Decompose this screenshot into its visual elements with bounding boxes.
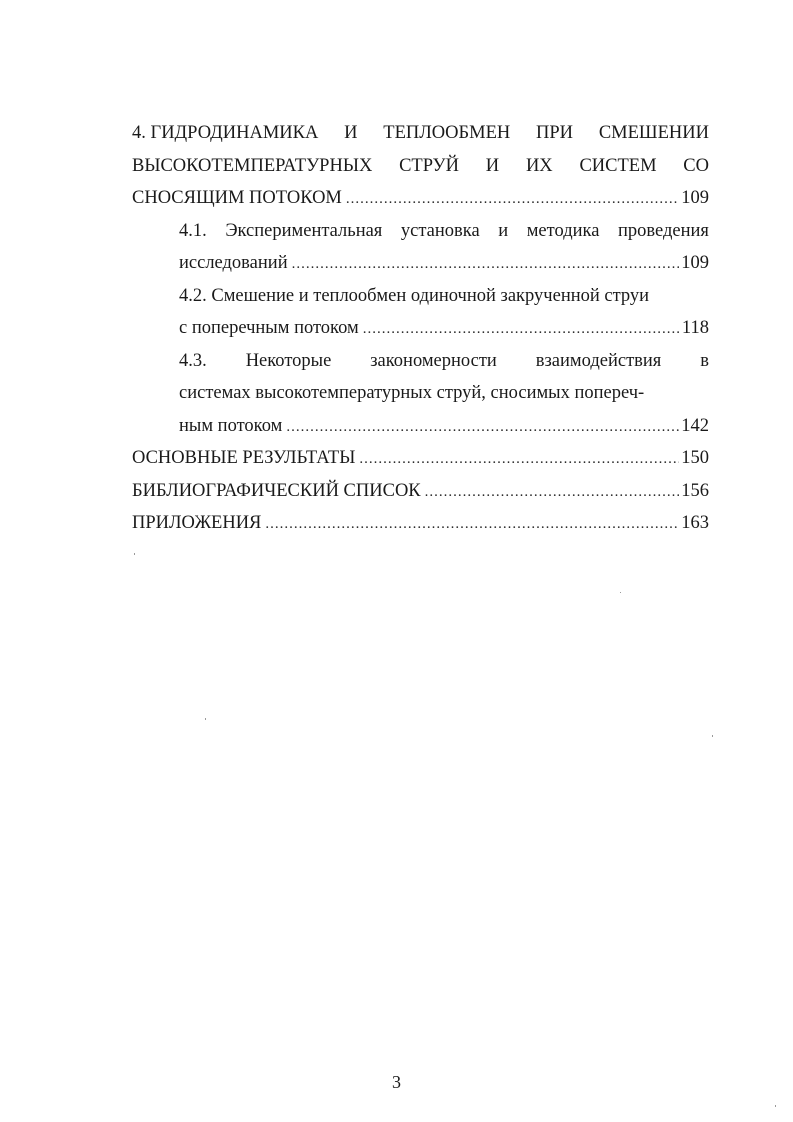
toc-entry-title: 4.2. Смешение и теплообмен одиночной закрученной струи bbox=[179, 285, 650, 306]
word: 4. ГИДРОДИНАМИКА bbox=[132, 123, 319, 143]
toc-page-number: 163 bbox=[681, 513, 709, 533]
toc-chapter-4-line-1 bbox=[132, 117, 709, 150]
toc-entry-title: БИБЛИОГРАФИЧЕСКИЙ СПИСОК bbox=[132, 480, 421, 501]
scan-speck bbox=[134, 553, 135, 555]
toc-page-number: 150 bbox=[681, 448, 709, 468]
toc-chapter-4-line-3 bbox=[132, 182, 709, 215]
toc-section-line bbox=[179, 377, 709, 410]
toc-section-line bbox=[179, 280, 709, 313]
word: ИХ bbox=[525, 155, 553, 176]
toc-page-number: 109 bbox=[681, 188, 709, 208]
table-of-contents bbox=[132, 117, 709, 540]
leader-dots bbox=[425, 476, 680, 509]
leader-dots bbox=[292, 248, 680, 281]
word: в bbox=[700, 350, 709, 371]
toc-section-line bbox=[179, 215, 709, 248]
leader-dots bbox=[346, 183, 679, 216]
toc-entry-title: ным потоком bbox=[179, 415, 283, 436]
toc-section-line bbox=[179, 247, 709, 280]
toc-section-4-1 bbox=[179, 215, 709, 280]
toc-chapter-4-line-2 bbox=[132, 150, 709, 183]
scan-speck bbox=[775, 1105, 776, 1107]
toc-entry-title: ПРИЛОЖЕНИЯ bbox=[132, 513, 262, 533]
toc-appendices bbox=[132, 507, 709, 540]
word: И bbox=[485, 155, 500, 176]
page-number: 3 bbox=[392, 1072, 401, 1092]
toc-entry-title: исследований bbox=[179, 253, 288, 273]
word: СО bbox=[683, 155, 709, 176]
toc-entry-title: системах высокотемпературных струй, сносимых попереч- bbox=[179, 383, 645, 403]
word: Некоторые bbox=[245, 350, 332, 371]
scan-speck bbox=[205, 718, 206, 720]
scan-speck bbox=[712, 735, 713, 737]
word: ПРИ bbox=[536, 123, 574, 143]
word: СМЕШЕНИИ bbox=[598, 123, 709, 143]
word: методика bbox=[526, 220, 600, 241]
scan-speck bbox=[620, 592, 621, 593]
toc-page-number: 142 bbox=[681, 415, 709, 436]
toc-page-number: 109 bbox=[681, 253, 709, 273]
word: ВЫСОКОТЕМПЕРАТУРНЫХ bbox=[132, 155, 373, 176]
word: ТЕПЛООБМЕН bbox=[383, 123, 511, 143]
word: СТРУЙ bbox=[399, 155, 460, 176]
toc-results bbox=[132, 442, 709, 475]
toc-entry-title: СНОСЯЩИМ ПОТОКОМ bbox=[132, 188, 342, 208]
leader-dots bbox=[363, 313, 680, 346]
toc-page-number: 156 bbox=[681, 480, 709, 501]
toc-page-number: 118 bbox=[681, 318, 709, 338]
leader-dots bbox=[265, 508, 679, 541]
toc-bibliography bbox=[132, 475, 709, 508]
leader-dots bbox=[286, 411, 679, 444]
word: 4.3. bbox=[179, 350, 207, 371]
word: взаимодействия bbox=[535, 350, 662, 371]
word: проведения bbox=[618, 220, 709, 241]
word: 4.1. bbox=[179, 220, 207, 241]
word: и bbox=[498, 220, 509, 241]
toc-section-line bbox=[179, 312, 709, 345]
leader-dots bbox=[359, 443, 679, 476]
toc-section-4-2 bbox=[179, 280, 709, 345]
toc-entry-title: ОСНОВНЫЕ РЕЗУЛЬТАТЫ bbox=[132, 448, 356, 468]
word: закономерности bbox=[370, 350, 497, 371]
toc-section-line bbox=[179, 410, 709, 443]
toc-section-line bbox=[179, 345, 709, 378]
word: И bbox=[344, 123, 358, 143]
toc-section-4-3 bbox=[179, 345, 709, 443]
word: СИСТЕМ bbox=[579, 155, 657, 176]
toc-entry-title: с поперечным потоком bbox=[179, 318, 359, 338]
word: Экспериментальная bbox=[225, 220, 383, 241]
word: установка bbox=[400, 220, 480, 241]
